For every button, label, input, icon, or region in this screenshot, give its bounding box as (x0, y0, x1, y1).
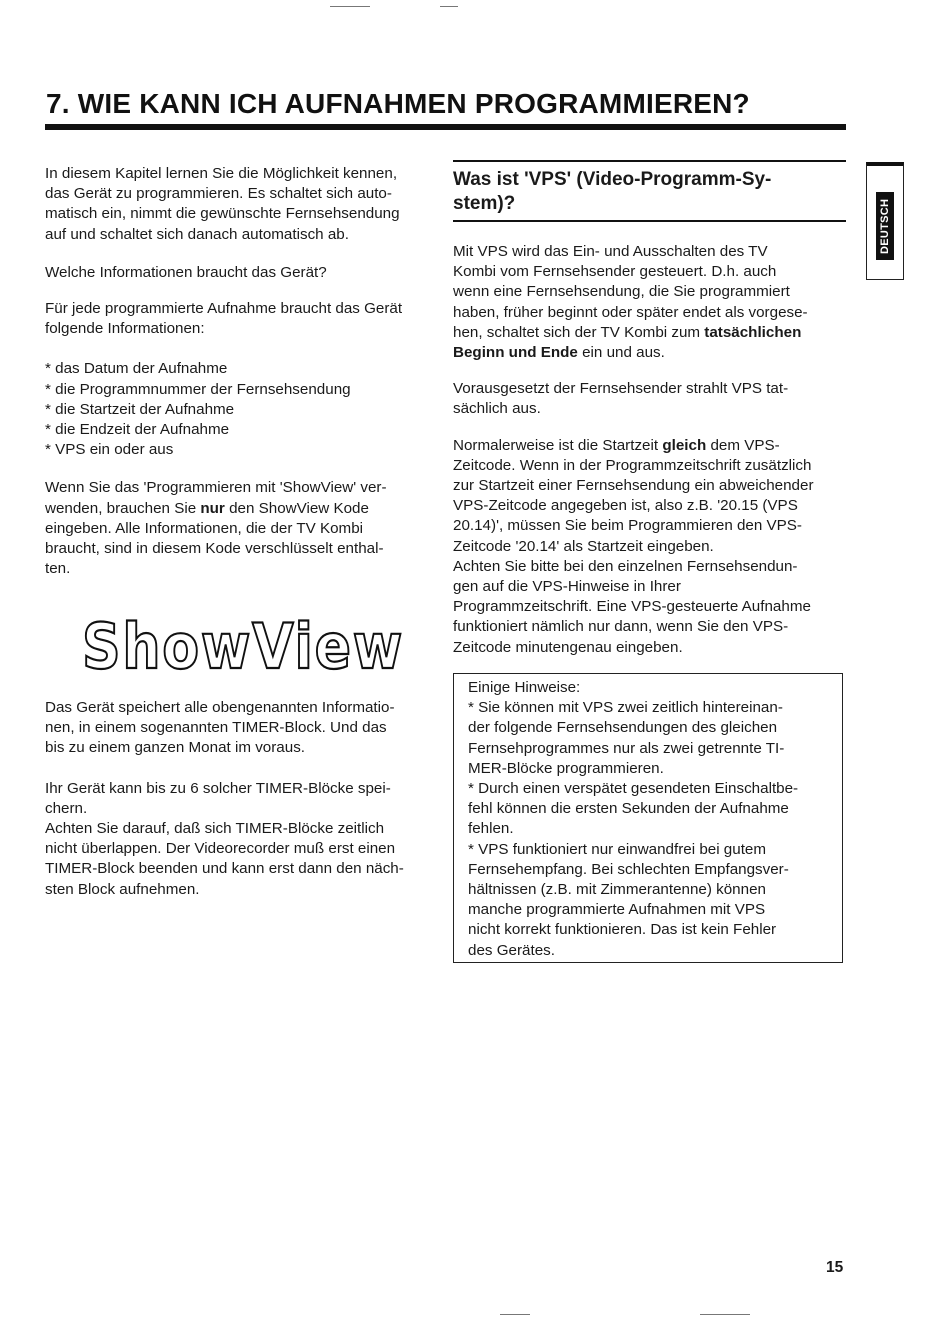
left-column (45, 164, 445, 579)
notes-box (453, 673, 843, 963)
left-column-lower (45, 698, 445, 900)
showview-logo-text: ShowView (82, 610, 404, 683)
showview-logo (80, 604, 410, 683)
right-column (453, 160, 846, 658)
emphasis-begin-end: tatsächlichen Beginn und Ende (453, 323, 802, 362)
emphasis-nur: nur (200, 499, 225, 517)
timer-paragraph: Das Gerät speichert alle obengenannten Informatio- nen, in einem sogenannten TIMER-Block. Und das bis zu einem ganzen Monat im voraus. (45, 699, 395, 757)
text-run: Mit VPS wird das Ein- und Ausschalten des TV Kombi vom Fernsehsender gesteuert. D.h. auch wenn eine Fernsehsendung, die Sie programmiert haben, früher beginnt oder später endet als vorgese- hen, schaltet sich der TV Kombi zum (453, 243, 808, 341)
text-run: ein und aus. (577, 344, 665, 362)
page-number: 15 (826, 1259, 844, 1276)
vps-timecode-paragraph (453, 436, 846, 658)
language-tab-label: DEUTSCH (876, 192, 894, 260)
timer-blocks-paragraph: Ihr Gerät kann bis zu 6 solcher TIMER-Blöcke spei- chern. Achten Sie darauf, daß sich TIMER-Blöcke zeitlich nicht überlappen. Der Videorecorder muß erst einen TIMER-Block beenden und kann erst dann den näch- sten Block aufnehmen. (45, 779, 404, 898)
list-item: * VPS ein oder aus (45, 441, 174, 459)
scan-speck (330, 6, 370, 7)
emphasis-gleich: gleich (662, 436, 707, 454)
section-rule-top (453, 160, 846, 162)
scan-speck (500, 1314, 530, 1315)
text-run: dem VPS- Zeitcode. Wenn in der Programmzeitschrift zusätzlich zur Startzeit einer Fernsehsendung ein abweichender VPS-Zeitcode angegeben ist, also z.B. '20.15 (VPS 20.14)', müssen Sie beim Programmieren den VPS- Zeitcode '20.14' als Startzeit eingeben. Achten Sie bitte bei den einzelnen Fernsehsendun- gen auf die VPS-Hinweise in Ihrer Programmzeitschrift. Eine VPS-gesteuerte Aufnahme funktioniert nämlich nur dann, wenn Sie den VPS- Zeitcode minutengenau eingeben. (453, 436, 814, 656)
text-run: Normalerweise ist die Startzeit (453, 436, 663, 454)
scan-speck (440, 6, 458, 7)
notes-text: Einige Hinweise: * Sie können mit VPS zwei zeitlich hintereinan- der folgende Fernsehsendungen des gleichen Fernsehprogrammes nur als zwei getrennte TI- MER-Blöcke programmieren. * Durch einen verspätet gesendeten Einschaltbe- fehl können die ersten Sekunden der Aufnahme fehlen. * VPS funktioniert nur einwandfrei bei gutem Fernsehempfang. Bei schlechten Empfangsver- hältnissen (z.B. mit Zimmerantenne) können manche programmierte Aufnahmen mit VPS nicht korrekt funktionieren. Das ist kein Fehler des Gerätes. (468, 679, 799, 959)
question-paragraph: Welche Informationen braucht das Gerät? (45, 263, 327, 281)
language-tab (866, 162, 904, 280)
requirements-list (45, 359, 445, 460)
page-title: 7. WIE KANN ICH AUFNAHMEN PROGRAMMIEREN? (46, 88, 750, 119)
list-item: * die Endzeit der Aufnahme (45, 421, 230, 439)
section-heading-vps: Was ist 'VPS' (Video-Programm-Sy- stem)? (453, 169, 772, 214)
text-run: Wenn Sie das 'Programmieren mit 'ShowView' ver- wenden, brauchen Sie (45, 479, 387, 517)
section-rule-bottom (453, 220, 846, 222)
title-rule (45, 124, 846, 130)
showview-paragraph (45, 478, 445, 579)
vps-paragraph (453, 242, 846, 363)
list-item: * die Programmnummer der Fernsehsendung (45, 380, 351, 398)
scan-speck (700, 1314, 750, 1315)
text-run: den ShowView Kode eingeben. Alle Informationen, die der TV Kombi braucht, sind in diesem Kode verschlüsselt enthal- ten. (45, 499, 384, 578)
list-item: * die Startzeit der Aufnahme (45, 400, 235, 418)
intro-paragraph: In diesem Kapitel lernen Sie die Möglichkeit kennen, das Gerät zu programmieren. Es schaltet sich auto- matisch ein, nimmt die gewünschte Fernsehsendung auf und schaltet sich danach automatisch ab. (45, 165, 400, 243)
list-item: * das Datum der Aufnahme (45, 360, 228, 378)
vps-condition-paragraph: Vorausgesetzt der Fernsehsender strahlt VPS tat- sächlich aus. (453, 380, 789, 418)
requirements-paragraph: Für jede programmierte Aufnahme braucht das Gerät folgende Informationen: (45, 300, 403, 338)
